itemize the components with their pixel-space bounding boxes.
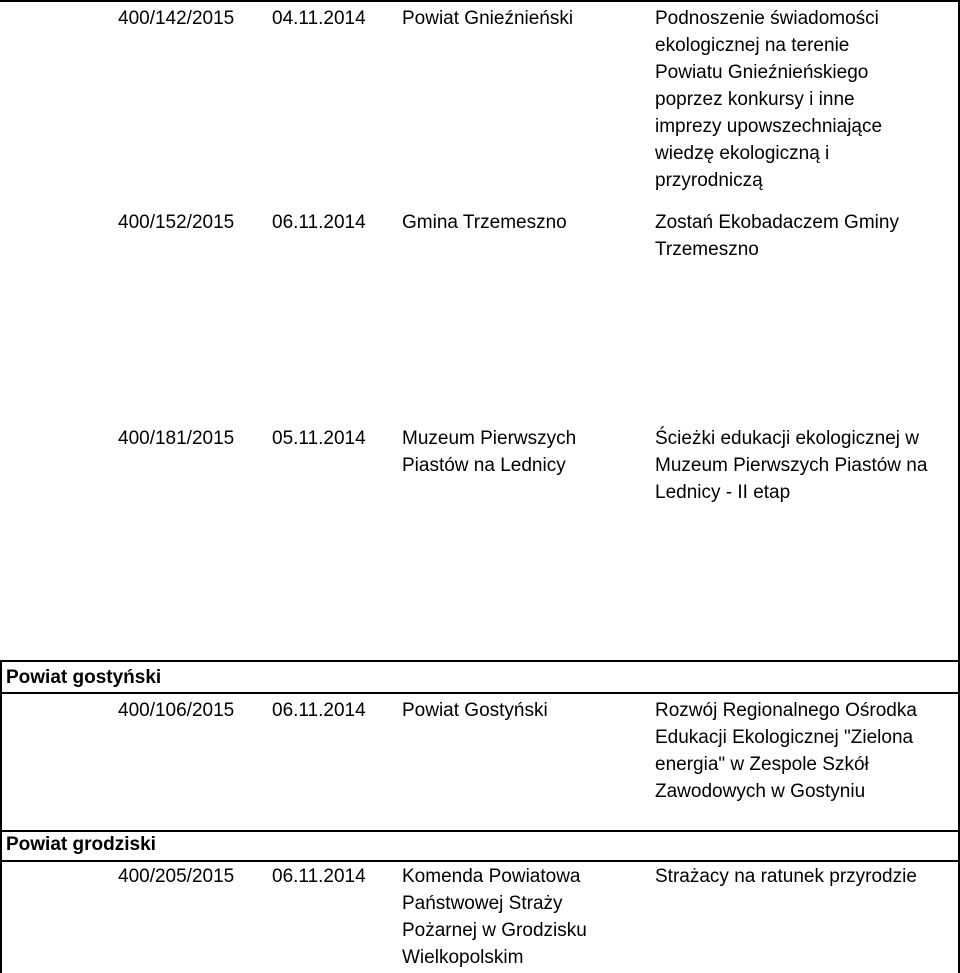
table-rule [0, 0, 960, 2]
table-border-left [0, 660, 2, 973]
section-heading: Powiat grodziski [6, 834, 156, 855]
record-title: Strażacy na ratunek przyrodzie [655, 866, 917, 887]
record-organization: Komenda Powiatowa Państwowej Straży Pożarnej w Grodzisku Wielkopolskim [402, 866, 587, 968]
record-date: 06.11.2014 [272, 700, 366, 721]
record-organization: Muzeum Pierwszych Piastów na Lednicy [402, 428, 577, 476]
record-title: Ścieżki edukacji ekologicznej w Muzeum Pierwszych Piastów na Lednicy - II etap [655, 428, 928, 503]
record-number: 400/181/2015 [118, 428, 235, 449]
record-title: Rozwój Regionalnego Ośrodka Edukacji Ekologicznej "Zielona energia" w Zespole Szkół Zawodowych w Gostyniu [655, 700, 917, 802]
record-title: Zostań Ekobadaczem Gminy Trzemeszno [655, 212, 899, 260]
record-number: 400/152/2015 [118, 212, 235, 233]
record-title: Podnoszenie świadomości ekologicznej na terenie Powiatu Gnieźnieńskiego poprzez konkursy i inne imprezy upowszechniające wiedzę ekologiczną i przyrodniczą [655, 8, 883, 191]
record-organization: Gmina Trzemeszno [402, 212, 567, 233]
table-rule [0, 692, 960, 694]
record-organization: Powiat Gostyński [402, 700, 548, 721]
section-heading: Powiat gostyński [6, 667, 162, 688]
record-organization: Powiat Gnieźnieński [402, 8, 574, 29]
table-rule [0, 860, 960, 862]
record-date: 04.11.2014 [272, 8, 366, 29]
table-rule [0, 660, 960, 662]
record-number: 400/142/2015 [118, 8, 235, 29]
record-date: 06.11.2014 [272, 866, 366, 887]
record-number: 400/106/2015 [118, 700, 235, 721]
record-number: 400/205/2015 [118, 866, 235, 887]
record-date: 05.11.2014 [272, 428, 366, 449]
record-date: 06.11.2014 [272, 212, 366, 233]
